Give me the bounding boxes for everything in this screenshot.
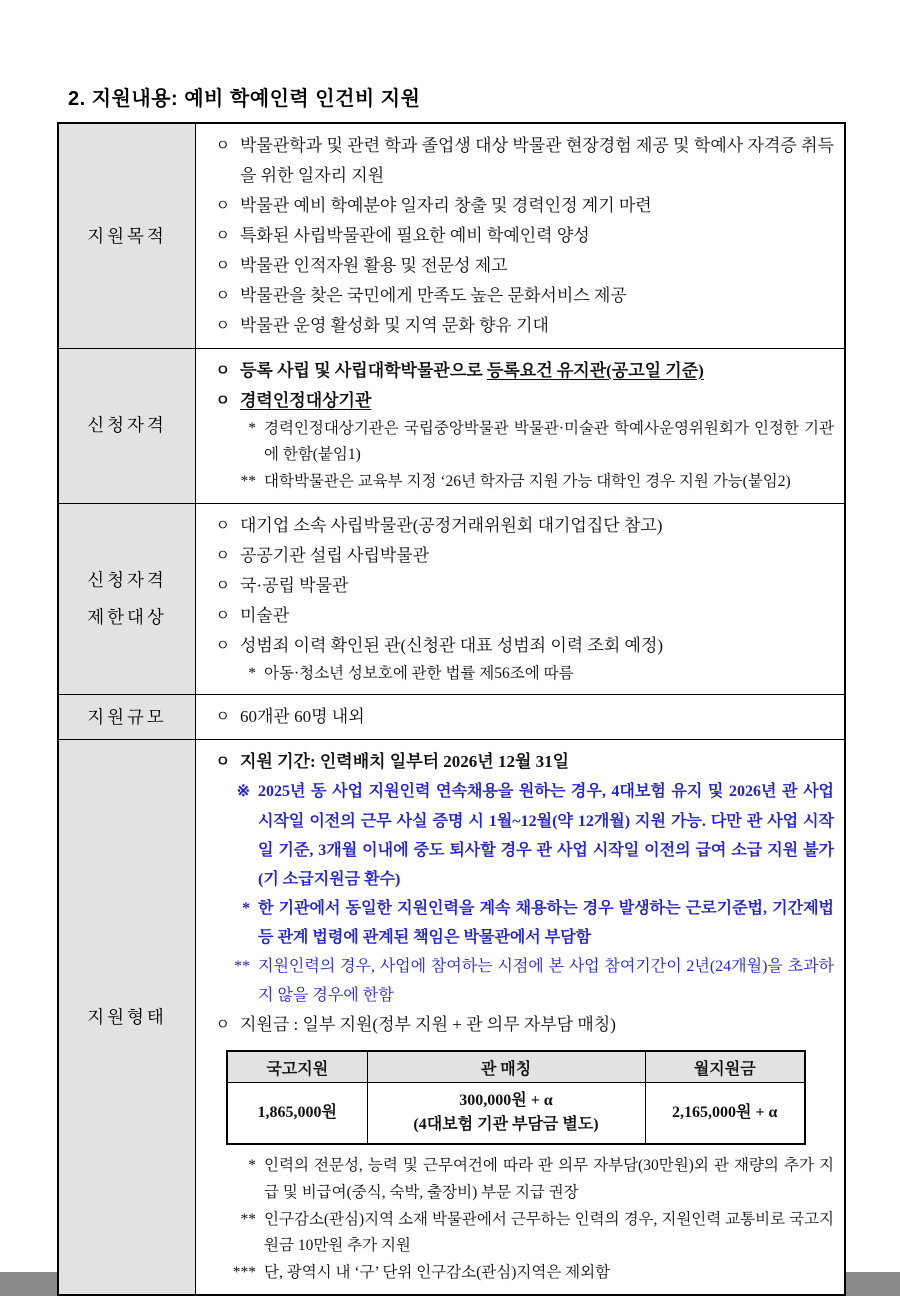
content-item <box>230 1153 834 1206</box>
payment-table-header-row <box>227 1051 805 1082</box>
item-marker: ㅇ <box>215 392 230 409</box>
item-text <box>264 469 834 496</box>
content-item <box>220 894 834 952</box>
content-item <box>210 747 834 777</box>
table-row <box>59 349 844 504</box>
content-item <box>210 1010 834 1040</box>
payment-table-header: 월지원금 <box>645 1051 805 1082</box>
item-text-segment: 인구감소(관심)지역 소재 박물관에서 근무하는 인력의 경우, 지원인력 교통비로 국고지원금 10만원 추가 지원 <box>264 1210 834 1255</box>
item-marker: ㅇ <box>215 754 230 771</box>
content-item <box>210 356 834 386</box>
table-row <box>59 740 844 1293</box>
item-marker: * <box>248 419 256 437</box>
content-item <box>210 251 834 281</box>
item-text-segment: 지원금 : 일부 지원(정부 지원 + 관 의무 자부담 매칭) <box>240 1015 616 1035</box>
item-marker: ㅇ <box>215 709 230 726</box>
content-item <box>210 191 834 221</box>
payment-table-header: 국고지원 <box>227 1051 367 1082</box>
content-item <box>210 631 834 661</box>
page-title: 2. 지원내용: 예비 학예인력 인건비 지원 <box>68 88 421 110</box>
item-text <box>264 661 834 688</box>
support-table <box>57 122 846 1296</box>
row-content <box>196 740 844 1293</box>
table-row <box>59 695 844 740</box>
row-label: 지원규모 <box>59 695 196 739</box>
item-text-segment: 지원 기간: 인력배치 일부터 2026년 12월 31일 <box>240 752 570 772</box>
item-text <box>240 631 834 661</box>
item-text-segment: 등록 사립 및 사립대학박물관으로 <box>240 360 487 380</box>
content-item <box>210 386 834 416</box>
item-text-segment: 박물관을 찾은 국민에게 만족도 높은 문화서비스 제공 <box>240 285 627 305</box>
item-marker: ㅇ <box>215 517 230 534</box>
content-item <box>210 511 834 541</box>
item-text-segment: 60개관 60명 내외 <box>240 707 365 727</box>
item-text <box>240 356 834 386</box>
item-text <box>240 311 834 341</box>
item-text-segment: 등록요건 유지관(공고일 기준) <box>486 360 704 380</box>
item-text <box>240 702 834 732</box>
item-text <box>258 777 834 893</box>
item-text <box>258 952 834 1010</box>
item-marker: ㅇ <box>215 138 230 154</box>
content-item <box>220 952 834 1010</box>
item-marker: ㅇ <box>215 362 230 379</box>
item-marker: ** <box>240 1210 256 1228</box>
item-marker: ㅇ <box>215 577 230 594</box>
item-text <box>240 131 834 191</box>
content-item <box>230 469 834 496</box>
item-marker: ㅇ <box>215 637 230 654</box>
table-row <box>59 504 844 696</box>
item-text-segment: 박물관 예비 학예분야 일자리 창출 및 경력인정 계기 마련 <box>240 195 652 215</box>
item-text-segment: 공공기관 설립 사립박물관 <box>240 545 430 565</box>
payment-table-cell: 1,865,000원 <box>227 1082 367 1144</box>
item-text-segment: 경력인정대상기관 <box>240 390 372 410</box>
item-text <box>240 747 834 777</box>
item-marker: * <box>248 664 256 682</box>
row-label: 신청자격 제한대상 <box>59 504 196 695</box>
item-text <box>264 416 834 469</box>
item-text-segment: 성범죄 이력 확인된 관(신청관 대표 성범죄 이력 조회 예정) <box>240 635 664 655</box>
payment-table-cell: 2,165,000원 + α <box>645 1082 805 1144</box>
item-text-segment: 국·공립 박물관 <box>240 575 349 595</box>
item-marker: ㅇ <box>215 1017 230 1034</box>
payment-table <box>226 1050 806 1145</box>
item-text-segment: 인력의 전문성, 능력 및 근무여건에 따라 관 의무 자부담(30만원)외 관 재량의 추가 지급 및 비급여(중식, 숙박, 출장비) 부문 지급 권장 <box>264 1157 834 1201</box>
item-text <box>264 1260 834 1287</box>
item-marker: ㅇ <box>215 257 230 274</box>
item-marker: ※ <box>236 783 250 801</box>
item-text-segment: 2025년 동 사업 지원인력 연속채용을 원하는 경우, 4대보험 유지 및 2026년 관 사업 시작일 이전의 근무 사실 증명 시 1월~12월(약 12개월) 지원 가능. 다만 관 사업 시작일 기준, 3개월 이내에 중도 퇴사할 경우 관 사업 시작일 이전의 급여 소급 지원 불가(기 소급지원금 환수) <box>258 783 834 888</box>
row-content <box>196 695 844 739</box>
item-text <box>240 221 834 251</box>
item-text <box>258 894 834 952</box>
item-text <box>264 1153 834 1206</box>
item-text <box>240 191 834 221</box>
content-item <box>230 661 834 688</box>
payment-table-header: 관 매칭 <box>367 1051 645 1082</box>
item-marker: * <box>248 1157 256 1175</box>
item-text-segment: 아동·청소년 성보호에 관한 법률 제56조에 따름 <box>264 664 574 682</box>
item-text <box>240 511 834 541</box>
content-item <box>210 221 834 251</box>
item-text <box>240 251 834 281</box>
content-item <box>230 416 834 469</box>
content-item <box>210 131 834 191</box>
item-text <box>240 1010 834 1040</box>
content-item <box>210 281 834 311</box>
content-item <box>230 1260 834 1287</box>
item-marker: *** <box>232 1263 256 1281</box>
row-label: 신청자격 <box>59 349 196 503</box>
content-item <box>230 1207 834 1260</box>
item-marker: ** <box>240 473 256 491</box>
content-item <box>210 541 834 571</box>
content-item <box>210 311 834 341</box>
item-text-segment: 한 기관에서 동일한 지원인력을 계속 채용하는 경우 발생하는 근로기준법, 기간제법 등 관계 법령에 관계된 책임은 박물관에서 부담함 <box>258 899 834 946</box>
item-marker: ㅇ <box>215 607 230 624</box>
item-text <box>240 541 834 571</box>
row-content <box>196 349 844 503</box>
content-item <box>210 702 834 732</box>
content-item <box>210 601 834 631</box>
item-text-segment: 특화된 사립박물관에 필요한 예비 학예인력 양성 <box>240 225 590 245</box>
item-text-segment: 단, 광역시 내 ‘구’ 단위 인구감소(관심)지역은 제외함 <box>264 1263 611 1281</box>
item-marker: ㅇ <box>215 547 230 564</box>
item-marker: ㅇ <box>215 317 230 334</box>
item-marker: * <box>242 899 250 917</box>
item-text-segment: 박물관학과 및 관련 학과 졸업생 대상 박물관 현장경험 제공 및 학예사 자격증 취득을 위한 일자리 지원 <box>240 136 834 185</box>
content-item <box>210 571 834 601</box>
payment-table-cell: 300,000원 + α (4대보험 기관 부담금 별도) <box>367 1082 645 1144</box>
table-row <box>59 124 844 349</box>
row-label: 지원형태 <box>59 740 196 1293</box>
item-text <box>240 386 834 416</box>
item-text-segment: 박물관 인적자원 활용 및 전문성 제고 <box>240 255 508 275</box>
payment-table-data-row <box>227 1082 805 1144</box>
row-content <box>196 124 844 348</box>
item-text <box>240 571 834 601</box>
item-text-segment: 미술관 <box>240 605 290 625</box>
content-item <box>220 777 834 893</box>
item-text <box>240 281 834 311</box>
item-text-segment: 경력인정대상기관은 국립중앙박물관 박물관·미술관 학예사운영위원회가 인정한 기관에 한함(붙임1) <box>264 419 834 464</box>
item-text-segment: 박물관 운영 활성화 및 지역 문화 향유 기대 <box>240 315 549 335</box>
item-marker: ** <box>234 958 250 976</box>
item-text-segment: 지원인력의 경우, 사업에 참여하는 시점에 본 사업 참여기간이 2년(24개월)을 초과하지 않을 경우에 한함 <box>258 958 834 1005</box>
item-text <box>240 601 834 631</box>
item-marker: ㅇ <box>215 227 230 244</box>
row-label: 지원목적 <box>59 124 196 348</box>
item-marker: ㅇ <box>215 197 230 214</box>
item-text-segment: 대학박물관은 교육부 지정 ‘26년 학자금 지원 가능 대학인 경우 지원 가능(붙임2) <box>264 473 791 491</box>
row-content <box>196 504 844 695</box>
item-text-segment: 대기업 소속 사립박물관(공정거래위원회 대기업집단 참고) <box>240 515 663 535</box>
item-marker: ㅇ <box>215 287 230 304</box>
item-text <box>264 1207 834 1260</box>
